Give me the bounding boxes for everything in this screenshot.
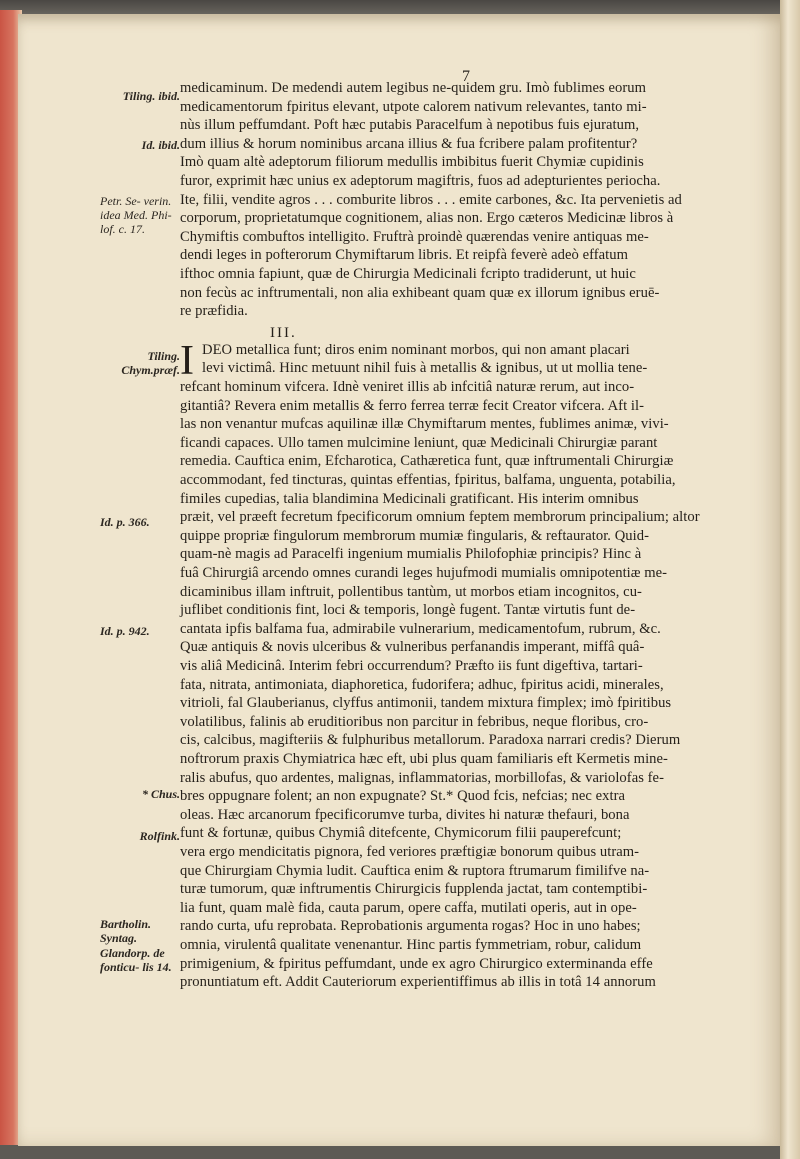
text-line: rando curta, ufu reprobata. Reprobationis argumenta rogas? Hoc in uno habes; xyxy=(180,918,641,935)
text-line: las non venantur mufcas aquilinæ illæ Chymiftarum mentes, fublimes animæ, vivi- xyxy=(180,416,669,433)
text-line: omnia, virulentâ qualitate venenantur. Hinc partis fymmetriam, robur, calidum xyxy=(180,937,642,953)
text-line: quam-nè magis ad Paracelfi ingenium mumialis Philofophiæ principis? Hinc à xyxy=(180,546,642,563)
margin-note-glandorp: Glandorp. de fonticu- lis 14. xyxy=(100,946,172,974)
text-line: DEO metallica funt; diros enim nominant morbos, qui non amant placari xyxy=(202,341,630,358)
text-line: Chymiftis combuftos intelligito. Fruftrà proindè quærendas venire antiquas me- xyxy=(180,228,649,245)
text-line: furor, exprimit hæc unius ex adeptorum magiftris, fuos ad adepturientes periocha. xyxy=(180,173,661,189)
text-line: pronuntiatum eft. Addit Cauteriorum experientiffimus ab illis in totâ 14 annorum xyxy=(180,974,656,991)
text-line: que Chirurgiam Chymia ludit. Cauftica enim & ruptora ftrumarum fimilifve na- xyxy=(180,862,650,879)
text-line: nùs illum peffumdant. Poft hæc putabis Paracelfum à nepotibus fuis ejuratum, xyxy=(180,117,640,134)
text-line: non fecùs ac inftrumentali, non alia exhibeant quam quæ ex illorum ignibus eruē- xyxy=(180,284,660,301)
text-line: accommodant, fed tincturas, quintas effentias, fpiritus, balfama, unguenta, potabilia, xyxy=(180,472,676,488)
text-line: fata, nitrata, antimoniata, diaphoretica, fudorifera; adhuc, fpiritus acidi, minerales, xyxy=(180,676,664,693)
text-line: dendi leges in pofterorum Chymiftarum libris. Et reipfà feverè adeò effatum xyxy=(180,247,629,264)
text-line: remedia. Cauftica enim, Efcharotica, Cathæretica funt, quæ inftrumentali Chirurgiæ xyxy=(180,453,674,470)
margin-note-id-ibid: Id. ibid. xyxy=(141,138,180,152)
text-line: fimiles cupedias, talia blandimina Medicinali gratificant. His interim omnibus xyxy=(180,490,639,507)
text-line: funt & fortunæ, quibus Chymiâ ditefcente, Chymicorum filii pauperefcunt; xyxy=(180,825,622,842)
margin-note-chus: * Chus. xyxy=(141,787,180,801)
margin-note-id-p942: Id. p. 942. xyxy=(100,624,150,638)
text-line: juflibet conditionis fint, loci & temporis, longè fugent. Tantæ virtutis funt de- xyxy=(180,602,636,619)
margin-note-rolfink: Rolfink. xyxy=(139,829,180,843)
text-line: cantata ipfis balfama fua, admirabile vulnerarium, medicamentofum, rubrum, &c. xyxy=(180,620,661,637)
text-line: medicaminum. De medendi autem legibus ne-quidem gru. Imò fublimes eorum xyxy=(180,80,646,96)
text-line: noftrorum praxis Chymiatrica hæc eft, ubi plus quam familiaris eft Kermetis mine- xyxy=(180,751,668,767)
text-line: bres oppugnare folent; an non expugnate? St.* Quod fcis, nefcias; nec extra xyxy=(180,788,626,805)
text-line: ficandi capaces. Ullo tamen mulcimine leniunt, quæ Medicinali Chirurgiæ parant xyxy=(180,434,658,451)
text-line: fuâ Chirurgiâ arcendo omnes curandi leges hujufmodi mumialis omnipotentiæ me- xyxy=(180,565,668,581)
text-line: re præfidia. xyxy=(180,303,248,320)
text-line: oleas. Hæc arcanorum fpecificorumve turba, divites hi naturæ thefauri, bona xyxy=(180,806,630,823)
margin-note-tiling-ibid: Tiling. ibid. xyxy=(122,89,180,103)
margin-note-petr-severin: Petr. Se- verin. idea Med. Phi- lof. c. 17. xyxy=(100,194,172,236)
page-number: 7 xyxy=(462,68,470,85)
text-line: lia funt, quam malè fida, cauta parum, opere caffa, mutilati operis, aut in ope- xyxy=(180,899,637,916)
text-line: dicaminibus illam inftruit, pollentibus tantùm, ut morbos etiam incognitos, cu- xyxy=(180,583,642,600)
text-line: volatilibus, falinis ab eruditioribus non parcitur in febribus, neque floribus, cro- xyxy=(180,713,649,730)
text-line: corporum, proprietatumque cognitionem, alias non. Ergo cæteros Medicinæ libros à xyxy=(180,210,674,227)
margin-note-id-p366: Id. p. 366. xyxy=(100,515,150,529)
text-line: dum illius & horum nominibus arcana illius & fua fcribere palam profitentur? xyxy=(180,135,638,152)
text-line: primigenium, & fpiritus peffumdant, unde ex agro Chirurgico exterminanda effe xyxy=(180,955,653,972)
text-line: ralis abufus, quo ardentes, malignas, inflammatorias, morbillofas, & variolofas fe- xyxy=(180,769,664,786)
text-line: ifthoc omnia fapiunt, quæ de Chirurgia Medicinali fcripto tradiderunt, ut huic xyxy=(180,266,636,282)
text-line: quippe propriæ fingulorum membrorum mumiæ fingularis, & reftaurator. Quid- xyxy=(180,527,649,544)
text-line: cis, calcibus, magifteriis & fulphuribus metallorum. Paradoxa narrari credis? Dierum xyxy=(180,732,681,749)
text-line: turæ tumorum, quæ inftrumentis Chirurgicis fupplenda jactat, tam contemptibi- xyxy=(180,881,648,898)
text-line: vis aliâ Medicinâ. Interim febri occurrendum? Præfto iis funt digeftiva, tartari- xyxy=(180,658,643,674)
text-line: levi victimâ. Hinc metuunt nihil fuis à metallis & ignibus, ut ut mollia tene- xyxy=(202,360,648,377)
margin-note-bartholin: Bartholin. Syntag. xyxy=(100,917,152,945)
text-line: refcant hominum vifcera. Idnè veniret illis ab infcitiâ naturæ rerum, aut inco- xyxy=(180,379,635,395)
text-line: gitantiâ? Revera enim metallis & ferro ferrea terræ fecit Creator vifcera. Aft il- xyxy=(180,397,644,414)
text-body xyxy=(180,79,764,1079)
text-line: præit, vel præeft fecretum fpecificorum omnium feptem membrorum principalium; altor xyxy=(180,509,700,526)
text-line: vitrioli, fal Glauberianus, clyffus antimonii, tandem mixtura fimplex; imò fpiritibus xyxy=(180,695,672,712)
text-line: medicamentorum fpiritus elevant, utpote calorem nativum relevantes, tanto mi- xyxy=(180,98,647,115)
text-line: vera ergo mendicitatis pignora, fed veriores præftigiæ bonorum quibus utram- xyxy=(180,844,640,860)
text-line: Ite, filii, vendite agros . . . comburite libros . . . emite carbones, &c. Ita pervenietis ad xyxy=(180,191,682,208)
section-heading: III. xyxy=(270,325,297,341)
text-line: Imò quam altè adeptorum filiorum medullis imbibitus fuerit Chymiæ cupidinis xyxy=(180,154,644,171)
text-line: Quæ antiquis & novis ulceribus & vulneribus perfanandis imperant, miffâ quâ- xyxy=(180,639,645,656)
drop-cap: I xyxy=(180,338,194,384)
book-spine xyxy=(780,0,800,1159)
margin-note-tiling-chym: Tiling. Chym.præf. xyxy=(121,349,180,377)
